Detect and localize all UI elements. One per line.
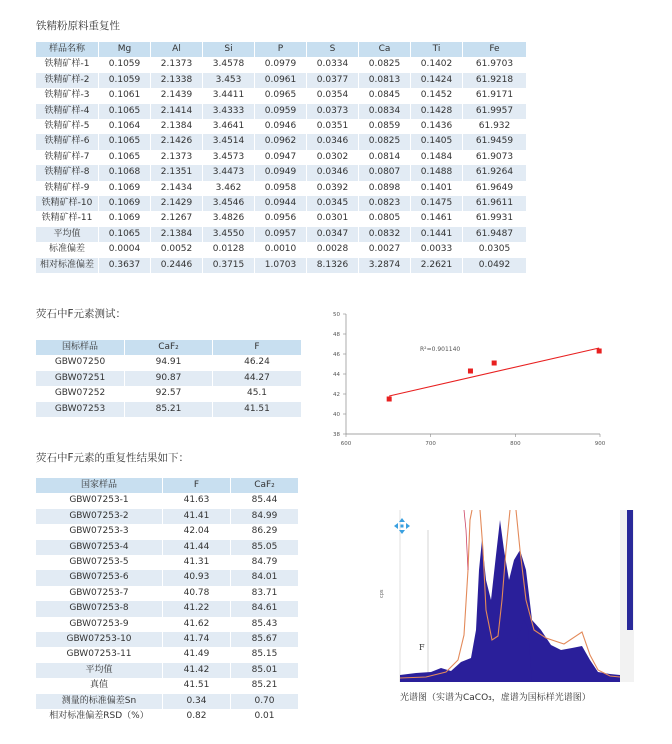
- table-cell: 0.0345: [306, 196, 358, 211]
- table-cell: 0.2446: [150, 258, 202, 273]
- table-row: [36, 134, 526, 149]
- table-cell: 2.2621: [410, 258, 462, 273]
- data-point: [492, 361, 497, 366]
- table-row: [36, 524, 298, 539]
- table-cell: 0.1065: [98, 134, 150, 149]
- column-header: P: [254, 42, 306, 57]
- table-cell: 0.0944: [254, 196, 306, 211]
- table-cell: GBW07253-2: [36, 509, 162, 524]
- table-cell: 0.0805: [358, 211, 410, 226]
- column-header: Ca: [358, 42, 410, 57]
- table-cell: 83.71: [230, 586, 298, 601]
- table-cell: 铁精矿样-5: [36, 119, 98, 134]
- table-cell: 2.1373: [150, 57, 202, 72]
- column-header: 国标样品: [36, 340, 124, 355]
- y-tick-label: 38: [333, 432, 340, 438]
- table-row: [36, 509, 298, 524]
- table-cell: 0.1436: [410, 119, 462, 134]
- table-cell: 0.1069: [98, 181, 150, 196]
- column-header: S: [306, 42, 358, 57]
- table-cell: 61.9073: [462, 150, 526, 165]
- table-cell: GBW07253-10: [36, 632, 162, 647]
- table-cell: 85.01: [230, 663, 298, 678]
- table-cell: 2.1439: [150, 88, 202, 103]
- data-point: [387, 397, 392, 402]
- table-cell: 61.9649: [462, 181, 526, 196]
- table-cell: 0.0028: [306, 242, 358, 257]
- trend-line: [389, 348, 599, 396]
- table-cell: 0.1069: [98, 196, 150, 211]
- table-row: [36, 540, 298, 555]
- column-header: F: [162, 478, 230, 493]
- table-cell: 85.05: [230, 540, 298, 555]
- table-cell: 40.78: [162, 586, 230, 601]
- table-cell: 0.0961: [254, 73, 306, 88]
- table-cell: 61.9703: [462, 57, 526, 72]
- y-tick-label: 44: [333, 372, 340, 378]
- section1-title: 铁精粉原料重复性: [36, 20, 120, 32]
- table-cell: 0.0825: [358, 57, 410, 72]
- table-cell: 41.51: [162, 678, 230, 693]
- table-cell: 3.4573: [202, 150, 254, 165]
- table-cell: 61.9459: [462, 134, 526, 149]
- table-cell: 92.57: [124, 386, 212, 401]
- table-cell: 0.0301: [306, 211, 358, 226]
- table-cell: 0.0949: [254, 165, 306, 180]
- table-cell: 测量的标准偏差Sn: [36, 694, 162, 709]
- table-cell: 0.1405: [410, 134, 462, 149]
- table-cell: 0.0956: [254, 211, 306, 226]
- table-header-row: [36, 42, 526, 57]
- table-cell: 94.91: [124, 355, 212, 370]
- column-header: Si: [202, 42, 254, 57]
- table-row: [36, 211, 526, 226]
- table-cell: 3.462: [202, 181, 254, 196]
- table-row: [36, 73, 526, 88]
- table-cell: 2.1351: [150, 165, 202, 180]
- fluorite-f-test-table: [36, 340, 301, 417]
- table-cell: 相对标准偏差: [36, 258, 98, 273]
- table-cell: 41.62: [162, 617, 230, 632]
- table-cell: 0.3715: [202, 258, 254, 273]
- table-cell: 0.0373: [306, 104, 358, 119]
- table-cell: 铁精矿样-3: [36, 88, 98, 103]
- table-cell: 41.63: [162, 493, 230, 508]
- table-cell: 铁精矿样-6: [36, 134, 98, 149]
- table-cell: GBW07253-8: [36, 601, 162, 616]
- table-cell: 0.0354: [306, 88, 358, 103]
- table-cell: 61.9171: [462, 88, 526, 103]
- table-cell: 0.70: [230, 694, 298, 709]
- table-cell: 84.99: [230, 509, 298, 524]
- table-cell: 0.0392: [306, 181, 358, 196]
- table-cell: 铁精矿样-4: [36, 104, 98, 119]
- x-tick-label: 600: [340, 441, 352, 447]
- y-tick-label: 48: [333, 332, 340, 338]
- column-header: CaF₂: [124, 340, 212, 355]
- table-cell: 0.1452: [410, 88, 462, 103]
- table-cell: 3.4546: [202, 196, 254, 211]
- table-cell: 84.79: [230, 555, 298, 570]
- f-peak-label: F: [419, 643, 425, 652]
- table-header-row: [36, 340, 301, 355]
- iron-ore-repeatability-table: [36, 42, 526, 273]
- section2-title: 荧石中F元素测试：: [36, 308, 127, 320]
- table-cell: 0.0346: [306, 165, 358, 180]
- fluorite-f-repeatability-table: [36, 478, 298, 725]
- table-cell: 3.4826: [202, 211, 254, 226]
- table-cell: GBW07253-11: [36, 647, 162, 662]
- table-cell: 85.67: [230, 632, 298, 647]
- table-cell: 41.22: [162, 601, 230, 616]
- table-cell: 0.0898: [358, 181, 410, 196]
- table-cell: 0.3637: [98, 258, 150, 273]
- table-cell: 平均值: [36, 227, 98, 242]
- table-row: [36, 242, 526, 257]
- x-tick-label: 700: [425, 441, 436, 447]
- table-cell: 0.0033: [410, 242, 462, 257]
- table-cell: 3.453: [202, 73, 254, 88]
- table-cell: 84.61: [230, 601, 298, 616]
- table-cell: 61.9611: [462, 196, 526, 211]
- table-cell: 0.1069: [98, 211, 150, 226]
- table-cell: 0.34: [162, 694, 230, 709]
- table-cell: 0.0347: [306, 227, 358, 242]
- table-cell: 0.0346: [306, 134, 358, 149]
- table-row: [36, 663, 298, 678]
- table-cell: 41.41: [162, 509, 230, 524]
- table-cell: 0.0302: [306, 150, 358, 165]
- table-cell: 0.1065: [98, 104, 150, 119]
- table-cell: GBW07250: [36, 355, 124, 370]
- table-row: [36, 258, 526, 273]
- column-header: F: [212, 340, 301, 355]
- table-cell: 86.29: [230, 524, 298, 539]
- table-cell: 85.21: [124, 402, 212, 417]
- table-cell: 0.0947: [254, 150, 306, 165]
- spectrum-plot: [376, 510, 634, 682]
- table-cell: 3.4473: [202, 165, 254, 180]
- table-cell: 0.1064: [98, 119, 150, 134]
- table-cell: 0.1065: [98, 227, 150, 242]
- spectrum-caption: 光谱图（实谱为CaCO₃，虚谱为国标样光谱图）: [400, 693, 591, 703]
- table-cell: 0.0823: [358, 196, 410, 211]
- table-cell: 0.82: [162, 709, 230, 724]
- y-tick-label: 42: [333, 392, 340, 398]
- table-cell: 0.0004: [98, 242, 150, 257]
- table-cell: 0.1424: [410, 73, 462, 88]
- table-cell: 46.24: [212, 355, 301, 370]
- table-cell: 41.74: [162, 632, 230, 647]
- table-cell: GBW07253-7: [36, 586, 162, 601]
- table-cell: GBW07252: [36, 386, 124, 401]
- table-cell: 0.1401: [410, 181, 462, 196]
- table-cell: 85.44: [230, 493, 298, 508]
- table-cell: 45.1: [212, 386, 301, 401]
- column-header: Ti: [410, 42, 462, 57]
- table-row: [36, 371, 301, 386]
- table-cell: 61.9218: [462, 73, 526, 88]
- section3-title: 荧石中F元素的重复性结果如下：: [36, 452, 190, 464]
- table-cell: 0.0334: [306, 57, 358, 72]
- table-cell: 相对标准偏差RSD（%）: [36, 709, 162, 724]
- table-cell: 0.0128: [202, 242, 254, 257]
- table-row: [36, 119, 526, 134]
- y-tick-label: 50: [333, 312, 340, 318]
- table-cell: GBW07253: [36, 402, 124, 417]
- spectrum-scrollbar[interactable]: [627, 510, 633, 630]
- table-cell: 90.87: [124, 371, 212, 386]
- table-cell: 0.1065: [98, 150, 150, 165]
- table-cell: 61.9487: [462, 227, 526, 242]
- table-cell: GBW07253-9: [36, 617, 162, 632]
- table-cell: 0.0962: [254, 134, 306, 149]
- table-cell: 0.0946: [254, 119, 306, 134]
- table-cell: 0.0959: [254, 104, 306, 119]
- table-cell: 84.01: [230, 570, 298, 585]
- table-cell: 0.0377: [306, 73, 358, 88]
- table-cell: 0.1068: [98, 165, 150, 180]
- y-tick-label: 40: [333, 412, 340, 418]
- table-row: [36, 570, 298, 585]
- table-cell: 0.0957: [254, 227, 306, 242]
- table-row: [36, 386, 301, 401]
- table-cell: 0.0492: [462, 258, 526, 273]
- table-row: [36, 678, 298, 693]
- table-cell: 2.1414: [150, 104, 202, 119]
- table-row: [36, 402, 301, 417]
- table-cell: 0.1402: [410, 57, 462, 72]
- table-cell: 0.1461: [410, 211, 462, 226]
- table-cell: 85.15: [230, 647, 298, 662]
- data-point: [468, 369, 473, 374]
- table-row: [36, 601, 298, 616]
- data-point: [597, 349, 602, 354]
- table-cell: 铁精矿样-2: [36, 73, 98, 88]
- table-row: [36, 355, 301, 370]
- table-cell: 2.1338: [150, 73, 202, 88]
- table-cell: 0.1059: [98, 73, 150, 88]
- table-cell: 0.0807: [358, 165, 410, 180]
- table-cell: 0.1428: [410, 104, 462, 119]
- table-cell: 2.1384: [150, 119, 202, 134]
- table-cell: 61.9931: [462, 211, 526, 226]
- table-cell: 0.0979: [254, 57, 306, 72]
- table-cell: 0.0958: [254, 181, 306, 196]
- table-cell: 0.1441: [410, 227, 462, 242]
- table-cell: 0.1059: [98, 57, 150, 72]
- table-cell: 41.51: [212, 402, 301, 417]
- table-cell: 0.1488: [410, 165, 462, 180]
- table-row: [36, 165, 526, 180]
- column-header: Mg: [98, 42, 150, 57]
- table-cell: 0.0825: [358, 134, 410, 149]
- table-cell: 40.93: [162, 570, 230, 585]
- table-cell: 0.0859: [358, 119, 410, 134]
- table-cell: 3.4550: [202, 227, 254, 242]
- table-cell: 85.43: [230, 617, 298, 632]
- table-row: [36, 196, 526, 211]
- calibration-scatter-chart: [322, 306, 622, 456]
- table-cell: 3.2874: [358, 258, 410, 273]
- spectrum-y-axis-label: cps: [379, 589, 385, 598]
- table-cell: 8.1326: [306, 258, 358, 273]
- table-cell: 3.4411: [202, 88, 254, 103]
- table-row: [36, 57, 526, 72]
- column-header: CaF₂: [230, 478, 298, 493]
- table-cell: 铁精矿样-9: [36, 181, 98, 196]
- table-cell: 0.0832: [358, 227, 410, 242]
- x-tick-label: 900: [594, 441, 606, 447]
- table-cell: 42.04: [162, 524, 230, 539]
- table-cell: 61.9264: [462, 165, 526, 180]
- table-cell: 0.0813: [358, 73, 410, 88]
- table-row: [36, 555, 298, 570]
- table-cell: 61.9957: [462, 104, 526, 119]
- table-cell: 0.0965: [254, 88, 306, 103]
- table-row: [36, 694, 298, 709]
- table-cell: 3.4333: [202, 104, 254, 119]
- table-cell: 41.31: [162, 555, 230, 570]
- table-cell: 0.0845: [358, 88, 410, 103]
- table-cell: 0.01: [230, 709, 298, 724]
- table-row: [36, 617, 298, 632]
- table-header-row: [36, 478, 298, 493]
- table-cell: 铁精矿样-10: [36, 196, 98, 211]
- table-cell: GBW07253-1: [36, 493, 162, 508]
- table-cell: 3.4641: [202, 119, 254, 134]
- table-row: [36, 88, 526, 103]
- table-cell: 85.21: [230, 678, 298, 693]
- table-cell: 41.49: [162, 647, 230, 662]
- table-cell: 44.27: [212, 371, 301, 386]
- table-cell: 41.42: [162, 663, 230, 678]
- table-cell: 0.0010: [254, 242, 306, 257]
- column-header: 国家样品: [36, 478, 162, 493]
- table-cell: 标准偏差: [36, 242, 98, 257]
- table-cell: 铁精矿样-7: [36, 150, 98, 165]
- table-cell: 0.0834: [358, 104, 410, 119]
- table-cell: 61.932: [462, 119, 526, 134]
- table-cell: 0.0814: [358, 150, 410, 165]
- r-squared-annotation: R²=0.901140: [420, 346, 461, 353]
- table-cell: 铁精矿样-1: [36, 57, 98, 72]
- table-cell: 2.1384: [150, 227, 202, 242]
- table-row: [36, 181, 526, 196]
- x-tick-label: 800: [510, 441, 521, 447]
- table-cell: 0.0305: [462, 242, 526, 257]
- table-row: [36, 632, 298, 647]
- table-cell: 41.44: [162, 540, 230, 555]
- table-cell: 真值: [36, 678, 162, 693]
- table-cell: 平均值: [36, 663, 162, 678]
- table-row: [36, 227, 526, 242]
- table-cell: GBW07253-3: [36, 524, 162, 539]
- table-cell: 0.0027: [358, 242, 410, 257]
- column-header: Fe: [462, 42, 526, 57]
- table-cell: 1.0703: [254, 258, 306, 273]
- table-cell: 铁精矿样-8: [36, 165, 98, 180]
- table-cell: 0.1061: [98, 88, 150, 103]
- table-row: [36, 104, 526, 119]
- table-cell: 0.0052: [150, 242, 202, 257]
- table-cell: 2.1267: [150, 211, 202, 226]
- table-cell: GBW07253-5: [36, 555, 162, 570]
- table-cell: GBW07253-4: [36, 540, 162, 555]
- table-cell: 3.4514: [202, 134, 254, 149]
- table-cell: 0.0351: [306, 119, 358, 134]
- table-cell: 3.4578: [202, 57, 254, 72]
- table-cell: GBW07251: [36, 371, 124, 386]
- table-cell: 2.1434: [150, 181, 202, 196]
- table-row: [36, 647, 298, 662]
- table-cell: 2.1373: [150, 150, 202, 165]
- table-row: [36, 150, 526, 165]
- table-row: [36, 709, 298, 724]
- table-cell: 2.1429: [150, 196, 202, 211]
- table-row: [36, 493, 298, 508]
- column-header: 样品名称: [36, 42, 98, 57]
- table-cell: 铁精矿样-11: [36, 211, 98, 226]
- table-row: [36, 586, 298, 601]
- table-cell: 0.1475: [410, 196, 462, 211]
- table-cell: 2.1426: [150, 134, 202, 149]
- table-cell: GBW07253-6: [36, 570, 162, 585]
- column-header: Al: [150, 42, 202, 57]
- y-tick-label: 46: [333, 352, 340, 358]
- table-cell: 0.1484: [410, 150, 462, 165]
